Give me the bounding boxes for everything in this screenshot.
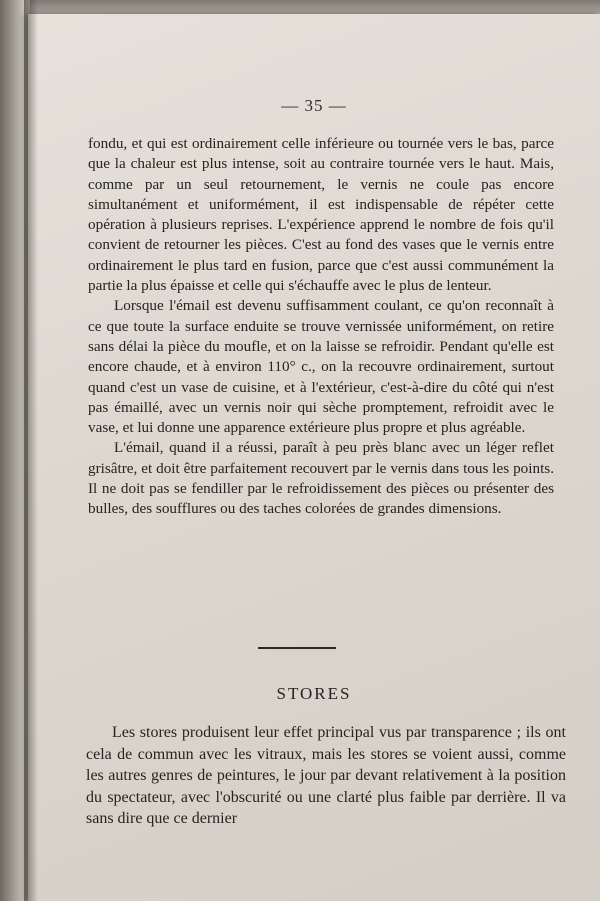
book-page <box>28 14 600 901</box>
section-title: STORES <box>276 684 352 703</box>
spine-shadow <box>24 0 38 901</box>
body-text <box>88 134 554 520</box>
paragraph-3: L'émail, quand il a réussi, paraît à peu près blanc avec un léger reflet grisâtre, et doit être parfaitement recouvert par le vernis dans tous les points. Il ne doit pas se fendiller par le refroidissement des pièces ou présenter des bulles, des soufflures ou des taches colorées de grandes dimensions. <box>88 439 554 518</box>
paragraph-1: fondu, et qui est ordinairement celle inférieure ou tournée vers le bas, parce que la chaleur est plus intense, soit au contraire tournée vers le haut. Mais, comme par un seul retournement, le vernis ne coule pas encore simultanément et uniformément, il est indispensable de répéter cette opération à plusieurs reprises. L'expérience apprend le nombre de fois qu'il convient de retourner les pièces. C'est au fond des vases que le vernis entre ordinairement le plus tard en fusion, parce que c'est aussi communément la partie la plus épaisse et celle qui s'échauffe avec le plus de lenteur. <box>88 135 554 295</box>
section-paragraph: Les stores produisent leur effet principal vus par transparence ; ils ont cela de commun avec les vitraux, mais les stores se voient aussi, comme les autres genres de peintures, le jour par devant relativement à la position du spectateur, avec l'obscurité ou une clarté plus faible par derrière. Il va sans dire que ce dernier <box>86 724 566 827</box>
section-body <box>86 722 566 830</box>
section-divider <box>258 647 336 649</box>
background-top-edge <box>0 0 600 14</box>
paragraph-2: Lorsque l'émail est devenu suffisamment coulant, ce qu'on reconnaît à ce que toute la surface enduite se trouve vernissée uniformément, on retire sans délai la pièce du moufle, et on la laisse se refroidir. Pendant qu'elle est encore chaude, et à environ 110° c., on la recouvre ordinairement, surtout quand c'est un vase de cuisine, et à l'extérieur, c'est-à-dire du côté qui n'est pas émaillé, avec un vernis noir qui sèche promptement, refroidit avec le vase, et lui donne une apparence extérieure plus propre et plus agréable. <box>88 297 554 437</box>
page-number: — 35 — <box>281 96 347 115</box>
